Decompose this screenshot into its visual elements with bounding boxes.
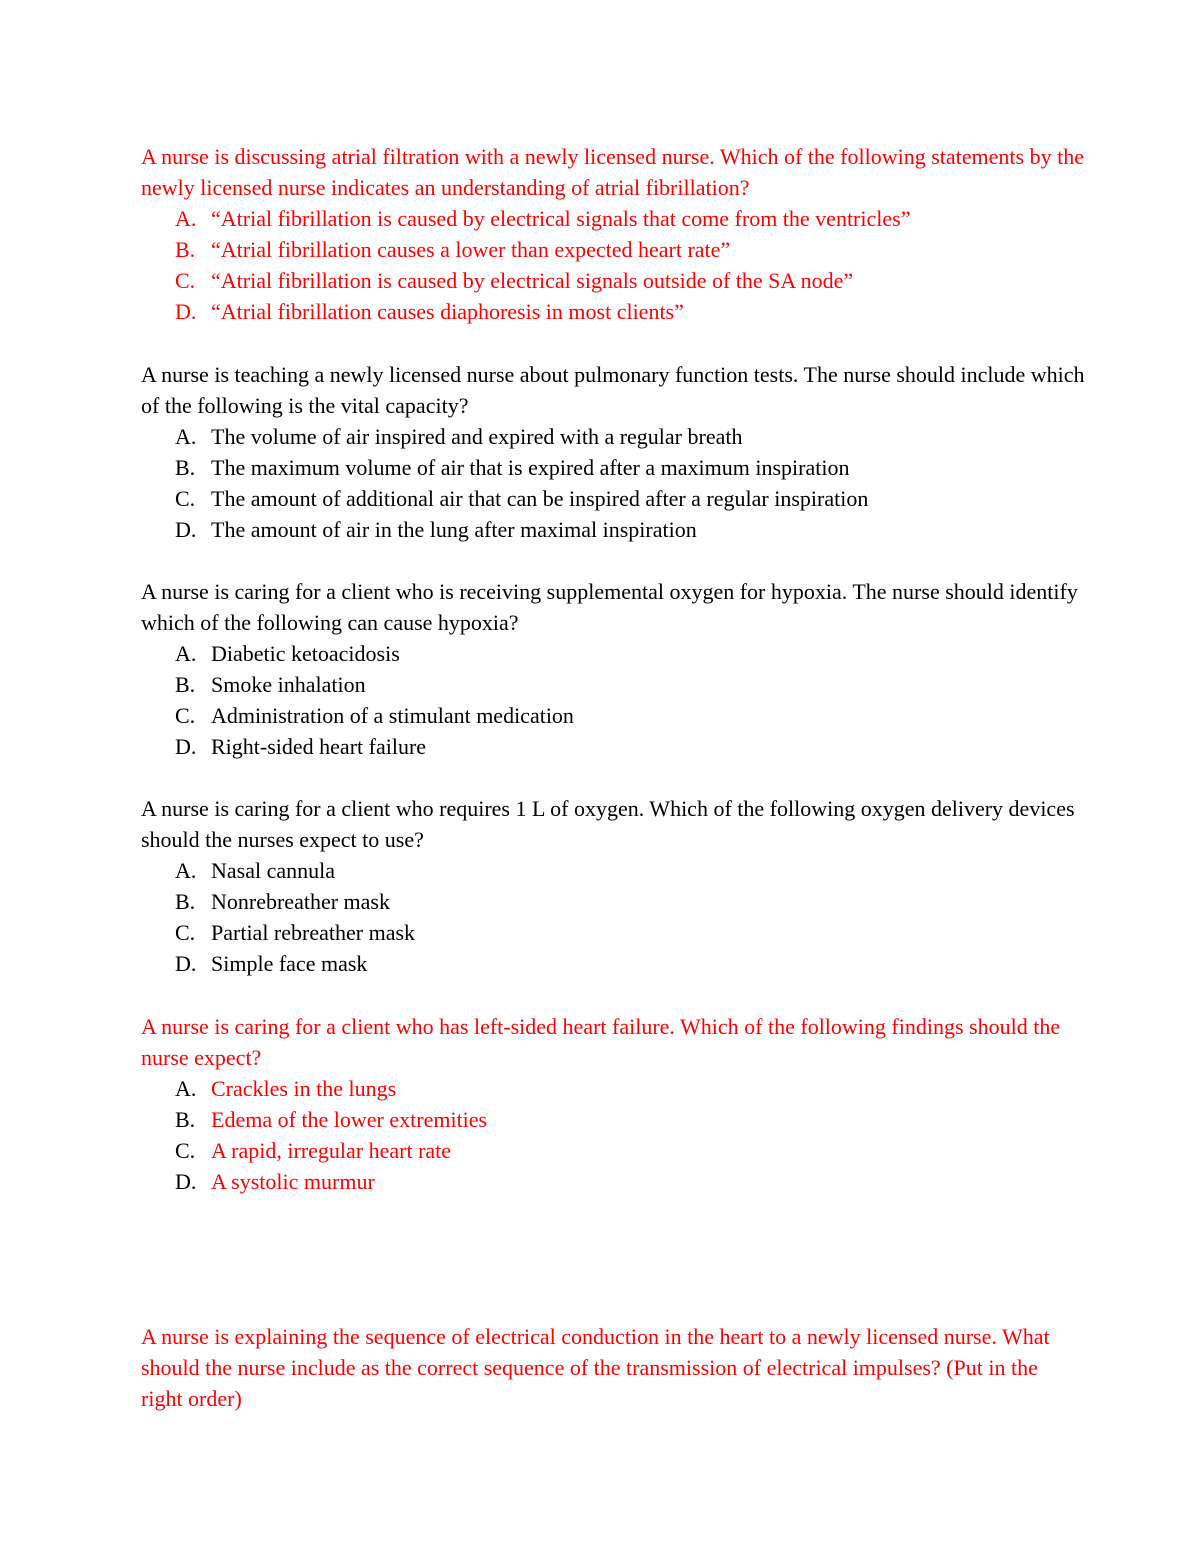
option-text: Administration of a stimulant medication [211,703,574,728]
option-a [141,638,1101,669]
option-c [141,1135,1101,1166]
option-letter: C. [175,486,196,511]
option-b [141,452,1101,483]
option-text: The maximum volume of air that is expired after a maximum inspiration [211,455,850,480]
option-text: “Atrial fibrillation is caused by electrical signals outside of the SA node” [211,268,854,293]
option-letter: D. [175,734,197,759]
option-letter: B. [175,455,196,480]
option-d [141,296,1101,327]
option-a [141,421,1101,452]
option-text: The amount of additional air that can be inspired after a regular inspiration [211,486,869,511]
option-letter: D. [175,299,197,324]
option-letter: A. [175,424,197,449]
option-c [141,483,1101,514]
option-text: “Atrial fibrillation is caused by electrical signals that come from the ventricles” [211,206,911,231]
option-list [141,421,1101,545]
question-5 [141,1011,1101,1197]
option-letter: D. [175,517,197,542]
option-text: “Atrial fibrillation causes diaphoresis in most clients” [211,299,684,324]
option-text: Nasal cannula [211,858,335,883]
option-letter: D. [175,951,197,976]
option-b [141,234,1101,265]
question-stem: A nurse is caring for a client who is receiving supplemental oxygen for hypoxia. The nurse should identify which of the following can cause hypoxia? [141,579,1078,635]
option-text: Diabetic ketoacidosis [211,641,400,666]
option-letter: A. [175,206,197,231]
option-letter: A. [175,641,197,666]
question-6 [141,1321,1081,1414]
question-stem: A nurse is discussing atrial filtration with a newly licensed nurse. Which of the following statements by the newly licensed nurse indicates an understanding of atrial fibrillation? [141,144,1084,200]
option-text: Partial rebreather mask [211,920,416,945]
option-letter: D. [175,1169,197,1194]
option-list [141,1073,1101,1197]
question-3 [141,576,1101,762]
question-stem: A nurse is teaching a newly licensed nurse about pulmonary function tests. The nurse should include which of the following is the vital capacity? [141,362,1085,418]
option-list [141,855,1101,979]
option-text: Crackles in the lungs [211,1076,397,1101]
option-text: The amount of air in the lung after maximal inspiration [211,517,697,542]
option-a [141,203,1101,234]
option-d [141,514,1101,545]
option-letter: B. [175,672,196,697]
option-text: Nonrebreather mask [211,889,390,914]
option-text: Edema of the lower extremities [211,1107,488,1132]
option-c [141,917,1101,948]
option-c [141,700,1101,731]
option-d [141,1166,1101,1197]
option-b [141,886,1101,917]
option-letter: B. [175,889,196,914]
question-stem: A nurse is caring for a client who requires 1 L of oxygen. Which of the following oxygen delivery devices should the nurses expect to use? [141,796,1075,852]
option-letter: B. [175,1107,196,1132]
option-b [141,1104,1101,1135]
option-letter: A. [175,1076,197,1101]
option-letter: A. [175,858,197,883]
option-text: “Atrial fibrillation causes a lower than expected heart rate” [211,237,731,262]
option-a [141,855,1101,886]
question-4 [141,793,1101,979]
option-a [141,1073,1101,1104]
option-c [141,265,1101,296]
option-text: A rapid, irregular heart rate [211,1138,452,1163]
option-text: A systolic murmur [211,1169,375,1194]
option-text: Smoke inhalation [211,672,366,697]
option-b [141,669,1101,700]
option-letter: C. [175,268,196,293]
question-2 [141,359,1101,545]
option-letter: C. [175,920,196,945]
question-stem: A nurse is explaining the sequence of electrical conduction in the heart to a newly licensed nurse. What should the nurse include as the correct sequence of the transmission of electrical impulses? (Put in the right order) [141,1324,1050,1411]
question-stem: A nurse is caring for a client who has left-sided heart failure. Which of the following findings should the nurse expect? [141,1014,1061,1070]
option-text: Right-sided heart failure [211,734,427,759]
option-list [141,203,1101,327]
option-text: Simple face mask [211,951,368,976]
option-text: The volume of air inspired and expired with a regular breath [211,424,743,449]
option-list [141,638,1101,762]
option-letter: C. [175,1138,196,1163]
question-1 [141,141,1101,327]
option-letter: C. [175,703,196,728]
option-d [141,731,1101,762]
option-letter: B. [175,237,196,262]
option-d [141,948,1101,979]
